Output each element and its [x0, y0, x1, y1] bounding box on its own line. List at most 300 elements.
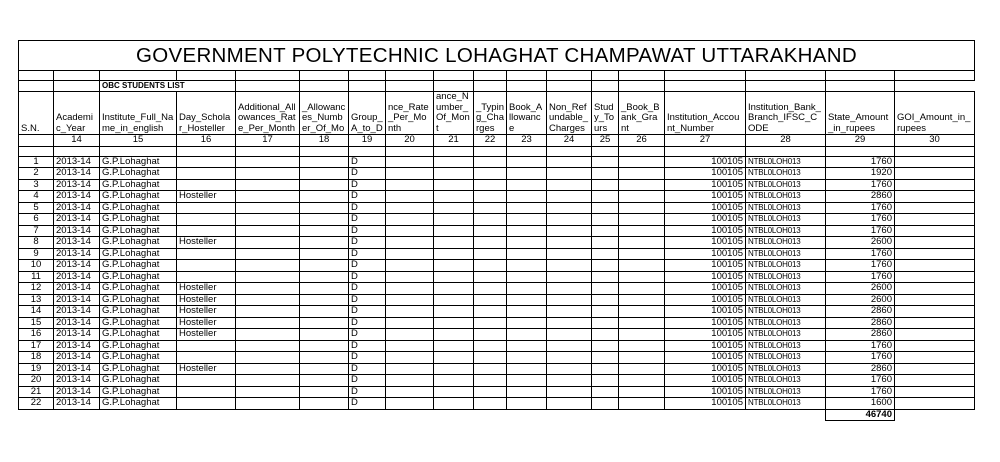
book-allowance — [507, 202, 547, 214]
allowance-number — [434, 283, 474, 295]
allowance-months — [300, 340, 349, 352]
serial-number: 4 — [19, 191, 54, 203]
day-scholar-hosteller — [177, 398, 236, 410]
study-tours — [592, 317, 619, 329]
day-scholar-hosteller: Hosteller — [177, 306, 236, 318]
empty-cell — [177, 409, 236, 421]
allowance-number — [434, 179, 474, 191]
typing-charges — [474, 283, 507, 295]
blank-row — [19, 146, 975, 156]
empty-cell — [236, 146, 300, 156]
additional-allowance-rate — [236, 294, 300, 306]
column-header: Institution_Account_Number — [665, 92, 746, 135]
table-row — [19, 214, 975, 226]
serial-number: 19 — [19, 363, 54, 375]
non-refundable-charges — [547, 156, 592, 168]
allowance-months — [300, 225, 349, 237]
ifsc-code: NTBL0LOH013 — [746, 191, 826, 203]
state-amount: 2600 — [826, 294, 895, 306]
allowance-number — [434, 398, 474, 410]
non-refundable-charges — [547, 386, 592, 398]
non-refundable-charges — [547, 294, 592, 306]
goi-amount — [895, 375, 975, 387]
typing-charges — [474, 214, 507, 226]
table-row — [19, 340, 975, 352]
allowance-months — [300, 375, 349, 387]
day-scholar-hosteller — [177, 179, 236, 191]
allowance-rate — [386, 317, 434, 329]
non-refundable-charges — [547, 340, 592, 352]
goi-amount — [895, 329, 975, 341]
ifsc-code: NTBL0LOH013 — [746, 202, 826, 214]
allowance-rate — [386, 191, 434, 203]
account-number: 100105 — [665, 214, 746, 226]
allowance-months — [300, 191, 349, 203]
non-refundable-charges — [547, 191, 592, 203]
institute-name: G.P.Lohaghat — [100, 225, 177, 237]
state-amount: 1760 — [826, 179, 895, 191]
book-allowance — [507, 214, 547, 226]
serial-number: 9 — [19, 248, 54, 260]
institute-name: G.P.Lohaghat — [100, 214, 177, 226]
non-refundable-charges — [547, 375, 592, 387]
allowance-number — [434, 294, 474, 306]
allowance-months — [300, 156, 349, 168]
allowance-rate — [386, 156, 434, 168]
group: D — [349, 179, 386, 191]
institute-name: G.P.Lohaghat — [100, 329, 177, 341]
empty-cell — [300, 146, 349, 156]
additional-allowance-rate — [236, 363, 300, 375]
serial-number: 17 — [19, 340, 54, 352]
non-refundable-charges — [547, 248, 592, 260]
allowance-months — [300, 363, 349, 375]
allowance-months — [300, 283, 349, 295]
group: D — [349, 248, 386, 260]
account-number: 100105 — [665, 179, 746, 191]
non-refundable-charges — [547, 260, 592, 272]
additional-allowance-rate — [236, 386, 300, 398]
book-bank-grant — [619, 386, 665, 398]
allowance-months — [300, 168, 349, 180]
institute-name: G.P.Lohaghat — [100, 179, 177, 191]
empty-cell — [300, 409, 349, 421]
column-number: 23 — [507, 135, 547, 147]
empty-cell — [592, 146, 619, 156]
typing-charges — [474, 375, 507, 387]
empty-cell — [349, 146, 386, 156]
state-amount: 2860 — [826, 191, 895, 203]
state-amount: 2600 — [826, 237, 895, 249]
day-scholar-hosteller — [177, 168, 236, 180]
group: D — [349, 271, 386, 283]
group: D — [349, 214, 386, 226]
column-header: S.N. — [19, 92, 54, 135]
table-row — [19, 283, 975, 295]
book-bank-grant — [619, 352, 665, 364]
account-number: 100105 — [665, 168, 746, 180]
academic-year: 2013-14 — [54, 156, 100, 168]
day-scholar-hosteller — [177, 375, 236, 387]
state-amount: 2860 — [826, 363, 895, 375]
day-scholar-hosteller — [177, 156, 236, 168]
institute-name: G.P.Lohaghat — [100, 386, 177, 398]
allowance-rate — [386, 179, 434, 191]
additional-allowance-rate — [236, 375, 300, 387]
book-bank-grant — [619, 214, 665, 226]
book-allowance — [507, 317, 547, 329]
ifsc-code: NTBL0LOH013 — [746, 386, 826, 398]
additional-allowance-rate — [236, 271, 300, 283]
study-tours — [592, 294, 619, 306]
empty-cell — [746, 409, 826, 421]
state-amount: 2860 — [826, 329, 895, 341]
column-number: 21 — [434, 135, 474, 147]
allowance-rate — [386, 398, 434, 410]
goi-amount — [895, 398, 975, 410]
academic-year: 2013-14 — [54, 306, 100, 318]
group: D — [349, 156, 386, 168]
non-refundable-charges — [547, 363, 592, 375]
empty-cell — [434, 146, 474, 156]
empty-cell — [54, 409, 100, 421]
institute-name: G.P.Lohaghat — [100, 294, 177, 306]
ifsc-code: NTBL0LOH013 — [746, 340, 826, 352]
table-row — [19, 363, 975, 375]
list-label: OBC STUDENTS LIST — [100, 81, 236, 92]
column-header: Additional_Allowances_Rate_Per_Month — [236, 92, 300, 135]
allowance-rate — [386, 363, 434, 375]
non-refundable-charges — [547, 398, 592, 410]
day-scholar-hosteller — [177, 202, 236, 214]
book-allowance — [507, 386, 547, 398]
allowance-number — [434, 386, 474, 398]
book-allowance — [507, 398, 547, 410]
allowance-rate — [386, 352, 434, 364]
goi-amount — [895, 306, 975, 318]
allowance-rate — [386, 283, 434, 295]
study-tours — [592, 340, 619, 352]
additional-allowance-rate — [236, 202, 300, 214]
institute-name: G.P.Lohaghat — [100, 202, 177, 214]
allowance-rate — [386, 260, 434, 272]
column-header: Study_Tours — [592, 92, 619, 135]
column-number: 30 — [895, 135, 975, 147]
allowance-rate — [386, 225, 434, 237]
state-amount: 1760 — [826, 340, 895, 352]
goi-amount — [895, 260, 975, 272]
column-number: 27 — [665, 135, 746, 147]
group: D — [349, 202, 386, 214]
additional-allowance-rate — [236, 168, 300, 180]
state-amount: 1760 — [826, 156, 895, 168]
academic-year: 2013-14 — [54, 237, 100, 249]
allowance-rate — [386, 168, 434, 180]
academic-year: 2013-14 — [54, 283, 100, 295]
serial-number: 11 — [19, 271, 54, 283]
column-header: GOI_Amount_in_rupees — [895, 92, 975, 135]
goi-amount — [895, 352, 975, 364]
table-row — [19, 317, 975, 329]
day-scholar-hosteller — [177, 271, 236, 283]
empty-cell — [349, 409, 386, 421]
column-number: 20 — [386, 135, 434, 147]
allowance-rate — [386, 340, 434, 352]
state-amount: 1760 — [826, 225, 895, 237]
goi-amount — [895, 202, 975, 214]
account-number: 100105 — [665, 225, 746, 237]
empty-cell — [619, 409, 665, 421]
column-number: 25 — [592, 135, 619, 147]
serial-number: 13 — [19, 294, 54, 306]
typing-charges — [474, 260, 507, 272]
day-scholar-hosteller — [177, 352, 236, 364]
non-refundable-charges — [547, 317, 592, 329]
day-scholar-hosteller — [177, 225, 236, 237]
typing-charges — [474, 352, 507, 364]
ifsc-code: NTBL0LOH013 — [746, 375, 826, 387]
allowance-months — [300, 179, 349, 191]
column-header: _Allowances_Number_Of_Mo — [300, 92, 349, 135]
serial-number: 12 — [19, 283, 54, 295]
account-number: 100105 — [665, 294, 746, 306]
column-header: _Book_Bank_Grant — [619, 92, 665, 135]
book-allowance — [507, 191, 547, 203]
spacer-row — [19, 71, 975, 81]
institute-name: G.P.Lohaghat — [100, 340, 177, 352]
allowance-months — [300, 214, 349, 226]
day-scholar-hosteller: Hosteller — [177, 329, 236, 341]
day-scholar-hosteller: Hosteller — [177, 294, 236, 306]
empty-cell — [547, 146, 592, 156]
obc-students-sheet — [18, 40, 975, 421]
state-amount: 2600 — [826, 283, 895, 295]
header-row — [19, 92, 975, 135]
account-number: 100105 — [665, 260, 746, 272]
allowance-rate — [386, 237, 434, 249]
ifsc-code: NTBL0LOH013 — [746, 260, 826, 272]
day-scholar-hosteller: Hosteller — [177, 237, 236, 249]
ifsc-code: NTBL0LOH013 — [746, 156, 826, 168]
book-allowance — [507, 248, 547, 260]
book-allowance — [507, 260, 547, 272]
book-allowance — [507, 294, 547, 306]
day-scholar-hosteller — [177, 214, 236, 226]
ifsc-code: NTBL0LOH013 — [746, 329, 826, 341]
additional-allowance-rate — [236, 283, 300, 295]
study-tours — [592, 283, 619, 295]
additional-allowance-rate — [236, 179, 300, 191]
book-bank-grant — [619, 340, 665, 352]
column-number: 28 — [746, 135, 826, 147]
allowance-months — [300, 294, 349, 306]
study-tours — [592, 156, 619, 168]
book-bank-grant — [619, 225, 665, 237]
book-bank-grant — [619, 191, 665, 203]
column-number: 14 — [54, 135, 100, 147]
serial-number: 16 — [19, 329, 54, 341]
non-refundable-charges — [547, 271, 592, 283]
academic-year: 2013-14 — [54, 225, 100, 237]
empty-cell — [895, 146, 975, 156]
ifsc-code: NTBL0LOH013 — [746, 179, 826, 191]
empty-cell — [19, 409, 54, 421]
academic-year: 2013-14 — [54, 386, 100, 398]
column-number: 15 — [100, 135, 177, 147]
academic-year: 2013-14 — [54, 363, 100, 375]
account-number: 100105 — [665, 375, 746, 387]
goi-amount — [895, 283, 975, 295]
table-row — [19, 168, 975, 180]
day-scholar-hosteller: Hosteller — [177, 317, 236, 329]
table-row — [19, 202, 975, 214]
group: D — [349, 352, 386, 364]
institute-name: G.P.Lohaghat — [100, 156, 177, 168]
table-row — [19, 375, 975, 387]
typing-charges — [474, 363, 507, 375]
column-header: nce_Rate_Per_Month — [386, 92, 434, 135]
book-bank-grant — [619, 363, 665, 375]
state-amount: 1760 — [826, 214, 895, 226]
book-bank-grant — [619, 271, 665, 283]
state-amount: 1920 — [826, 168, 895, 180]
allowance-number — [434, 202, 474, 214]
study-tours — [592, 179, 619, 191]
serial-number: 14 — [19, 306, 54, 318]
column-number: 17 — [236, 135, 300, 147]
column-number: 16 — [177, 135, 236, 147]
book-allowance — [507, 179, 547, 191]
account-number: 100105 — [665, 398, 746, 410]
goi-amount — [895, 340, 975, 352]
study-tours — [592, 271, 619, 283]
book-bank-grant — [619, 306, 665, 318]
goi-amount — [895, 317, 975, 329]
group: D — [349, 317, 386, 329]
serial-number: 18 — [19, 352, 54, 364]
group: D — [349, 386, 386, 398]
study-tours — [592, 329, 619, 341]
table-row — [19, 248, 975, 260]
empty-cell — [474, 146, 507, 156]
allowance-number — [434, 317, 474, 329]
account-number: 100105 — [665, 248, 746, 260]
state-amount-total: 46740 — [826, 409, 895, 421]
ifsc-code: NTBL0LOH013 — [746, 283, 826, 295]
group: D — [349, 191, 386, 203]
additional-allowance-rate — [236, 225, 300, 237]
additional-allowance-rate — [236, 352, 300, 364]
table-row — [19, 179, 975, 191]
study-tours — [592, 202, 619, 214]
allowance-months — [300, 386, 349, 398]
allowance-months — [300, 260, 349, 272]
group: D — [349, 168, 386, 180]
allowance-number — [434, 225, 474, 237]
group: D — [349, 363, 386, 375]
study-tours — [592, 375, 619, 387]
serial-number: 7 — [19, 225, 54, 237]
typing-charges — [474, 386, 507, 398]
study-tours — [592, 225, 619, 237]
goi-amount — [895, 179, 975, 191]
allowance-number — [434, 237, 474, 249]
academic-year: 2013-14 — [54, 214, 100, 226]
column-number: 26 — [619, 135, 665, 147]
empty-cell — [592, 409, 619, 421]
typing-charges — [474, 225, 507, 237]
goi-amount — [895, 191, 975, 203]
column-header: Institution_Bank_Branch_IFSC_CODE — [746, 92, 826, 135]
book-allowance — [507, 375, 547, 387]
goi-amount — [895, 168, 975, 180]
additional-allowance-rate — [236, 317, 300, 329]
goi-amount — [895, 156, 975, 168]
table-row — [19, 294, 975, 306]
empty-cell — [547, 409, 592, 421]
group: D — [349, 294, 386, 306]
allowance-months — [300, 248, 349, 260]
ifsc-code: NTBL0LOH013 — [746, 214, 826, 226]
goi-amount — [895, 386, 975, 398]
allowance-rate — [386, 375, 434, 387]
additional-allowance-rate — [236, 237, 300, 249]
allowance-number — [434, 156, 474, 168]
group: D — [349, 398, 386, 410]
serial-number: 2 — [19, 168, 54, 180]
day-scholar-hosteller: Hosteller — [177, 363, 236, 375]
state-amount: 2860 — [826, 317, 895, 329]
ifsc-code: NTBL0LOH013 — [746, 398, 826, 410]
goi-amount — [895, 237, 975, 249]
serial-number: 22 — [19, 398, 54, 410]
table-row — [19, 237, 975, 249]
study-tours — [592, 168, 619, 180]
academic-year: 2013-14 — [54, 271, 100, 283]
column-header: Day_Scholar_Hosteller — [177, 92, 236, 135]
additional-allowance-rate — [236, 260, 300, 272]
column-header: State_Amount_in_rupees — [826, 92, 895, 135]
ifsc-code: NTBL0LOH013 — [746, 225, 826, 237]
institute-name: G.P.Lohaghat — [100, 398, 177, 410]
typing-charges — [474, 294, 507, 306]
allowance-months — [300, 202, 349, 214]
column-number: 29 — [826, 135, 895, 147]
empty-cell — [619, 146, 665, 156]
empty-cell — [386, 409, 434, 421]
typing-charges — [474, 306, 507, 318]
day-scholar-hosteller: Hosteller — [177, 283, 236, 295]
non-refundable-charges — [547, 179, 592, 191]
allowance-months — [300, 329, 349, 341]
ifsc-code: NTBL0LOH013 — [746, 168, 826, 180]
table-row — [19, 306, 975, 318]
academic-year: 2013-14 — [54, 317, 100, 329]
academic-year: 2013-14 — [54, 191, 100, 203]
additional-allowance-rate — [236, 156, 300, 168]
academic-year: 2013-14 — [54, 375, 100, 387]
institute-name: G.P.Lohaghat — [100, 317, 177, 329]
academic-year: 2013-14 — [54, 352, 100, 364]
allowance-number — [434, 271, 474, 283]
book-allowance — [507, 271, 547, 283]
column-number-row — [19, 135, 975, 147]
goi-amount — [895, 271, 975, 283]
typing-charges — [474, 202, 507, 214]
state-amount: 1760 — [826, 352, 895, 364]
group: D — [349, 260, 386, 272]
book-bank-grant — [619, 283, 665, 295]
